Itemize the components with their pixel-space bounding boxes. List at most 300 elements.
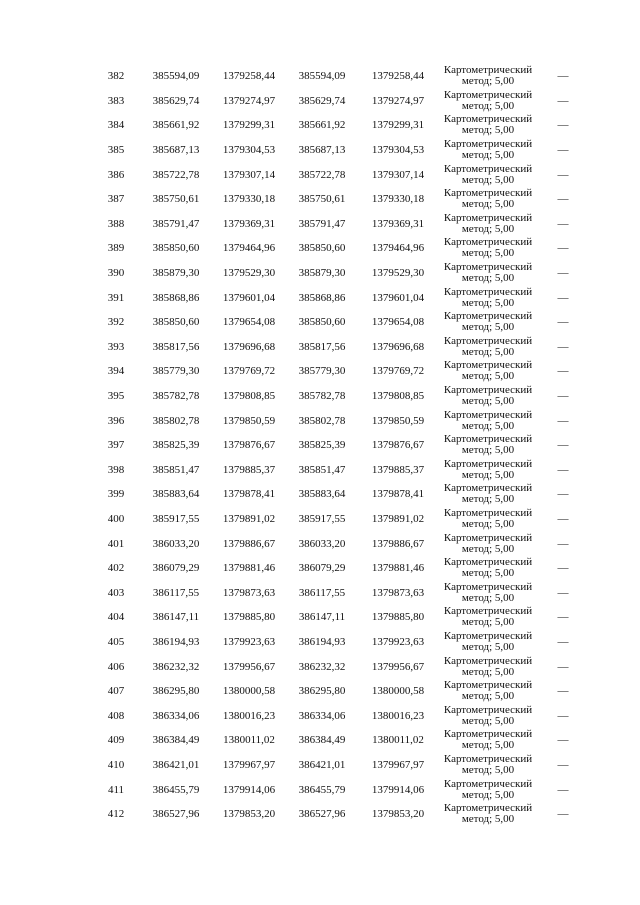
point-number: 402	[107, 562, 125, 575]
coordinates-table-body	[92, 64, 588, 826]
refined-x-coordinate: 385868,86	[298, 291, 346, 304]
refined-x-coordinate: 385825,39	[298, 439, 346, 452]
existing-x-coordinate: 385825,39	[152, 439, 200, 452]
existing-x-coordinate: 385594,09	[152, 70, 200, 83]
table-row	[92, 802, 588, 827]
point-number: 403	[107, 586, 125, 599]
method-name: Картометрический	[443, 679, 533, 692]
refined-x-coordinate: 385817,56	[298, 340, 346, 353]
refined-x-coordinate: 385750,61	[298, 193, 346, 206]
determination-method	[438, 89, 538, 114]
note-dash: —	[557, 217, 569, 230]
refined-y-coordinate: 1379886,67	[371, 537, 425, 550]
note-dash: —	[557, 734, 569, 747]
point-number: 387	[107, 193, 125, 206]
note-dash: —	[557, 439, 569, 452]
method-accuracy: метод; 5,00	[461, 714, 515, 727]
existing-x-coordinate: 386527,96	[152, 808, 200, 821]
method-accuracy: метод; 5,00	[461, 739, 515, 752]
existing-x-coordinate: 385722,78	[152, 168, 200, 181]
method-accuracy: метод; 5,00	[461, 591, 515, 604]
table-row	[92, 679, 588, 704]
determination-method	[438, 236, 538, 261]
note-dash: —	[557, 94, 569, 107]
point-number: 409	[107, 734, 125, 747]
method-accuracy: метод; 5,00	[461, 99, 515, 112]
point-number: 408	[107, 709, 125, 722]
note-dash: —	[557, 365, 569, 378]
existing-y-coordinate: 1379885,37	[222, 463, 276, 476]
refined-x-coordinate: 386295,80	[298, 685, 346, 698]
refined-x-coordinate: 385779,30	[298, 365, 346, 378]
method-accuracy: метод; 5,00	[461, 173, 515, 186]
table-row	[92, 605, 588, 630]
method-name: Картометрический	[443, 211, 533, 224]
note-dash: —	[557, 808, 569, 821]
table-row	[92, 359, 588, 384]
existing-y-coordinate: 1379876,67	[222, 439, 276, 452]
method-accuracy: метод; 5,00	[461, 493, 515, 506]
determination-method	[438, 113, 538, 138]
method-accuracy: метод; 5,00	[461, 149, 515, 162]
refined-y-coordinate: 1379258,44	[371, 70, 425, 83]
note-dash: —	[557, 168, 569, 181]
method-accuracy: метод; 5,00	[461, 124, 515, 137]
table-row	[92, 531, 588, 556]
existing-x-coordinate: 385851,47	[152, 463, 200, 476]
existing-x-coordinate: 385661,92	[152, 119, 200, 132]
table-row	[92, 113, 588, 138]
determination-method	[438, 458, 538, 483]
existing-x-coordinate: 386194,93	[152, 635, 200, 648]
note-dash: —	[557, 512, 569, 525]
existing-x-coordinate: 385850,60	[152, 316, 200, 329]
point-number: 397	[107, 439, 125, 452]
point-number: 391	[107, 291, 125, 304]
point-number: 392	[107, 316, 125, 329]
existing-y-coordinate: 1379923,63	[222, 635, 276, 648]
point-number: 388	[107, 217, 125, 230]
existing-x-coordinate: 386079,29	[152, 562, 200, 575]
note-dash: —	[557, 291, 569, 304]
table-row	[92, 630, 588, 655]
method-name: Картометрический	[443, 408, 533, 421]
existing-y-coordinate: 1379601,04	[222, 291, 276, 304]
existing-y-coordinate: 1379304,53	[222, 144, 276, 157]
existing-x-coordinate: 386334,06	[152, 709, 200, 722]
note-dash: —	[557, 562, 569, 575]
refined-y-coordinate: 1379885,80	[371, 611, 425, 624]
refined-y-coordinate: 1379330,18	[371, 193, 425, 206]
method-name: Картометрический	[443, 384, 533, 397]
method-name: Картометрический	[443, 359, 533, 372]
method-accuracy: метод; 5,00	[461, 468, 515, 481]
note-dash: —	[557, 119, 569, 132]
point-number: 382	[107, 70, 125, 83]
determination-method	[438, 138, 538, 163]
method-accuracy: метод; 5,00	[461, 75, 515, 88]
existing-x-coordinate: 385883,64	[152, 488, 200, 501]
determination-method	[438, 433, 538, 458]
method-name: Картометрический	[443, 531, 533, 544]
refined-x-coordinate: 385851,47	[298, 463, 346, 476]
refined-y-coordinate: 1379808,85	[371, 390, 425, 403]
method-accuracy: метод; 5,00	[461, 665, 515, 678]
existing-x-coordinate: 385879,30	[152, 267, 200, 280]
note-dash: —	[557, 70, 569, 83]
table-row	[92, 64, 588, 89]
table-row	[92, 458, 588, 483]
existing-y-coordinate: 1379956,67	[222, 660, 276, 673]
method-name: Картометрический	[443, 433, 533, 446]
table-row	[92, 384, 588, 409]
existing-x-coordinate: 385687,13	[152, 144, 200, 157]
method-name: Картометрический	[443, 334, 533, 347]
table-row	[92, 408, 588, 433]
existing-x-coordinate: 386421,01	[152, 758, 200, 771]
point-number: 399	[107, 488, 125, 501]
refined-x-coordinate: 386421,01	[298, 758, 346, 771]
existing-x-coordinate: 386295,80	[152, 685, 200, 698]
method-name: Картометрический	[443, 654, 533, 667]
method-name: Картометрический	[443, 285, 533, 298]
determination-method	[438, 64, 538, 89]
refined-y-coordinate: 1379529,30	[371, 267, 425, 280]
refined-x-coordinate: 386232,32	[298, 660, 346, 673]
determination-method	[438, 679, 538, 704]
point-number: 398	[107, 463, 125, 476]
method-name: Картометрический	[443, 64, 533, 77]
method-name: Картометрический	[443, 310, 533, 323]
method-accuracy: метод; 5,00	[461, 296, 515, 309]
method-accuracy: метод; 5,00	[461, 198, 515, 211]
method-name: Картометрический	[443, 752, 533, 765]
existing-x-coordinate: 385802,78	[152, 414, 200, 427]
existing-y-coordinate: 1379769,72	[222, 365, 276, 378]
method-accuracy: метод; 5,00	[461, 542, 515, 555]
determination-method	[438, 187, 538, 212]
point-number: 394	[107, 365, 125, 378]
note-dash: —	[557, 414, 569, 427]
method-name: Картометрический	[443, 506, 533, 519]
point-number: 389	[107, 242, 125, 255]
determination-method	[438, 753, 538, 778]
determination-method	[438, 556, 538, 581]
existing-x-coordinate: 385782,78	[152, 390, 200, 403]
table-row	[92, 138, 588, 163]
point-number: 405	[107, 635, 125, 648]
determination-method	[438, 531, 538, 556]
determination-method	[438, 630, 538, 655]
note-dash: —	[557, 709, 569, 722]
refined-y-coordinate: 1379696,68	[371, 340, 425, 353]
note-dash: —	[557, 390, 569, 403]
point-number: 404	[107, 611, 125, 624]
refined-y-coordinate: 1379850,59	[371, 414, 425, 427]
determination-method	[438, 703, 538, 728]
refined-x-coordinate: 385782,78	[298, 390, 346, 403]
table-row	[92, 482, 588, 507]
refined-y-coordinate: 1380000,58	[371, 685, 425, 698]
note-dash: —	[557, 758, 569, 771]
refined-y-coordinate: 1379769,72	[371, 365, 425, 378]
method-accuracy: метод; 5,00	[461, 444, 515, 457]
existing-y-coordinate: 1379914,06	[222, 783, 276, 796]
refined-x-coordinate: 386194,93	[298, 635, 346, 648]
method-accuracy: метод; 5,00	[461, 370, 515, 383]
existing-y-coordinate: 1380011,02	[223, 734, 275, 747]
existing-y-coordinate: 1379885,80	[222, 611, 276, 624]
refined-y-coordinate: 1380016,23	[371, 709, 425, 722]
method-name: Картометрический	[443, 113, 533, 126]
method-accuracy: метод; 5,00	[461, 419, 515, 432]
table-row	[92, 212, 588, 237]
refined-x-coordinate: 386147,11	[298, 611, 346, 624]
existing-x-coordinate: 386033,20	[152, 537, 200, 550]
method-name: Картометрический	[443, 187, 533, 200]
method-name: Картометрический	[443, 556, 533, 569]
table-row	[92, 728, 588, 753]
existing-y-coordinate: 1379850,59	[222, 414, 276, 427]
refined-x-coordinate: 385594,09	[298, 70, 346, 83]
refined-x-coordinate: 386455,79	[298, 783, 346, 796]
determination-method	[438, 162, 538, 187]
existing-x-coordinate: 386232,32	[152, 660, 200, 673]
existing-y-coordinate: 1379654,08	[222, 316, 276, 329]
determination-method	[438, 359, 538, 384]
refined-x-coordinate: 385722,78	[298, 168, 346, 181]
existing-y-coordinate: 1379808,85	[222, 390, 276, 403]
existing-y-coordinate: 1379369,31	[222, 217, 276, 230]
point-number: 411	[107, 783, 125, 796]
table-row	[92, 162, 588, 187]
table-row	[92, 507, 588, 532]
method-name: Картометрический	[443, 703, 533, 716]
refined-y-coordinate: 1379274,97	[371, 94, 425, 107]
table-row	[92, 187, 588, 212]
determination-method	[438, 802, 538, 827]
table-row	[92, 261, 588, 286]
determination-method	[438, 654, 538, 679]
refined-x-coordinate: 385879,30	[298, 267, 346, 280]
refined-x-coordinate: 386527,96	[298, 808, 346, 821]
determination-method	[438, 507, 538, 532]
method-name: Картометрический	[443, 629, 533, 642]
existing-y-coordinate: 1379853,20	[222, 808, 276, 821]
determination-method	[438, 777, 538, 802]
existing-y-coordinate: 1379967,97	[222, 758, 276, 771]
determination-method	[438, 310, 538, 335]
existing-y-coordinate: 1379881,46	[222, 562, 276, 575]
method-accuracy: метод; 5,00	[461, 690, 515, 703]
refined-y-coordinate: 1379956,67	[371, 660, 425, 673]
point-number: 386	[107, 168, 125, 181]
point-number: 412	[107, 808, 125, 821]
existing-x-coordinate: 386117,55	[152, 586, 200, 599]
method-accuracy: метод; 5,00	[461, 763, 515, 776]
point-number: 393	[107, 340, 125, 353]
refined-x-coordinate: 385629,74	[298, 94, 346, 107]
method-accuracy: метод; 5,00	[461, 616, 515, 629]
note-dash: —	[557, 635, 569, 648]
existing-x-coordinate: 386384,49	[152, 734, 200, 747]
existing-y-coordinate: 1379886,67	[222, 537, 276, 550]
existing-x-coordinate: 385850,60	[152, 242, 200, 255]
note-dash: —	[557, 488, 569, 501]
refined-y-coordinate: 1379654,08	[371, 316, 425, 329]
point-number: 390	[107, 267, 125, 280]
note-dash: —	[557, 340, 569, 353]
method-name: Картометрический	[443, 580, 533, 593]
method-accuracy: метод; 5,00	[461, 272, 515, 285]
existing-x-coordinate: 385779,30	[152, 365, 200, 378]
note-dash: —	[557, 783, 569, 796]
point-number: 383	[107, 94, 125, 107]
determination-method	[438, 728, 538, 753]
existing-y-coordinate: 1379307,14	[222, 168, 276, 181]
existing-x-coordinate: 386147,11	[152, 611, 200, 624]
refined-y-coordinate: 1379923,63	[371, 635, 425, 648]
determination-method	[438, 285, 538, 310]
determination-method	[438, 605, 538, 630]
existing-x-coordinate: 385791,47	[152, 217, 200, 230]
refined-y-coordinate: 1379873,63	[371, 586, 425, 599]
table-row	[92, 89, 588, 114]
table-row	[92, 703, 588, 728]
table-row	[92, 236, 588, 261]
table-row	[92, 777, 588, 802]
table-row	[92, 654, 588, 679]
note-dash: —	[557, 685, 569, 698]
refined-x-coordinate: 385802,78	[298, 414, 346, 427]
table-row	[92, 335, 588, 360]
note-dash: —	[557, 463, 569, 476]
point-number: 406	[107, 660, 125, 673]
table-row	[92, 310, 588, 335]
coordinates-table	[92, 64, 588, 826]
table-row	[92, 433, 588, 458]
point-number: 400	[107, 512, 125, 525]
determination-method	[438, 384, 538, 409]
method-accuracy: метод; 5,00	[461, 640, 515, 653]
method-name: Картометрический	[443, 162, 533, 175]
refined-y-coordinate: 1379885,37	[371, 463, 425, 476]
method-name: Картометрический	[443, 728, 533, 741]
refined-y-coordinate: 1379891,02	[371, 512, 425, 525]
method-name: Картометрический	[443, 482, 533, 495]
note-dash: —	[557, 660, 569, 673]
method-name: Картометрический	[443, 236, 533, 249]
method-accuracy: метод; 5,00	[461, 345, 515, 358]
existing-y-coordinate: 1379274,97	[222, 94, 276, 107]
table-row	[92, 285, 588, 310]
refined-x-coordinate: 386079,29	[298, 562, 346, 575]
refined-x-coordinate: 386117,55	[298, 586, 346, 599]
refined-y-coordinate: 1380011,02	[372, 734, 424, 747]
existing-y-coordinate: 1380000,58	[222, 685, 276, 698]
note-dash: —	[557, 267, 569, 280]
existing-y-coordinate: 1379258,44	[222, 70, 276, 83]
existing-y-coordinate: 1380016,23	[222, 709, 276, 722]
point-number: 396	[107, 414, 125, 427]
refined-x-coordinate: 385687,13	[298, 144, 346, 157]
refined-x-coordinate: 385917,55	[298, 512, 346, 525]
existing-y-coordinate: 1379873,63	[222, 586, 276, 599]
existing-x-coordinate: 385917,55	[152, 512, 200, 525]
existing-y-coordinate: 1379878,41	[222, 488, 276, 501]
table-row	[92, 753, 588, 778]
method-name: Картометрический	[443, 777, 533, 790]
existing-x-coordinate: 385868,86	[152, 291, 200, 304]
note-dash: —	[557, 144, 569, 157]
refined-y-coordinate: 1379878,41	[371, 488, 425, 501]
method-name: Картометрический	[443, 802, 533, 815]
method-accuracy: метод; 5,00	[461, 788, 515, 801]
point-number: 401	[107, 537, 125, 550]
method-accuracy: метод; 5,00	[461, 567, 515, 580]
determination-method	[438, 212, 538, 237]
method-accuracy: метод; 5,00	[461, 517, 515, 530]
note-dash: —	[557, 537, 569, 550]
point-number: 385	[107, 144, 125, 157]
method-name: Картометрический	[443, 88, 533, 101]
existing-y-coordinate: 1379299,31	[222, 119, 276, 132]
existing-y-coordinate: 1379696,68	[222, 340, 276, 353]
existing-x-coordinate: 386455,79	[152, 783, 200, 796]
method-accuracy: метод; 5,00	[461, 321, 515, 334]
refined-y-coordinate: 1379876,67	[371, 439, 425, 452]
method-name: Картометрический	[443, 605, 533, 618]
method-accuracy: метод; 5,00	[461, 222, 515, 235]
table-row	[92, 556, 588, 581]
determination-method	[438, 580, 538, 605]
existing-y-coordinate: 1379891,02	[222, 512, 276, 525]
table-row	[92, 580, 588, 605]
existing-y-coordinate: 1379529,30	[222, 267, 276, 280]
refined-x-coordinate: 385850,60	[298, 316, 346, 329]
note-dash: —	[557, 611, 569, 624]
method-accuracy: метод; 5,00	[461, 395, 515, 408]
refined-x-coordinate: 386384,49	[298, 734, 346, 747]
determination-method	[438, 482, 538, 507]
note-dash: —	[557, 242, 569, 255]
determination-method	[438, 408, 538, 433]
existing-x-coordinate: 385629,74	[152, 94, 200, 107]
existing-x-coordinate: 385750,61	[152, 193, 200, 206]
existing-y-coordinate: 1379464,96	[222, 242, 276, 255]
refined-y-coordinate: 1379853,20	[371, 808, 425, 821]
point-number: 407	[107, 685, 125, 698]
note-dash: —	[557, 586, 569, 599]
refined-x-coordinate: 385791,47	[298, 217, 346, 230]
point-number: 395	[107, 390, 125, 403]
refined-x-coordinate: 385661,92	[298, 119, 346, 132]
note-dash: —	[557, 193, 569, 206]
refined-y-coordinate: 1379601,04	[371, 291, 425, 304]
refined-y-coordinate: 1379307,14	[371, 168, 425, 181]
refined-y-coordinate: 1379967,97	[371, 758, 425, 771]
method-name: Картометрический	[443, 261, 533, 274]
determination-method	[438, 335, 538, 360]
method-accuracy: метод; 5,00	[461, 247, 515, 260]
refined-y-coordinate: 1379914,06	[371, 783, 425, 796]
refined-y-coordinate: 1379369,31	[371, 217, 425, 230]
refined-x-coordinate: 386334,06	[298, 709, 346, 722]
refined-x-coordinate: 386033,20	[298, 537, 346, 550]
refined-x-coordinate: 385883,64	[298, 488, 346, 501]
note-dash: —	[557, 316, 569, 329]
refined-y-coordinate: 1379881,46	[371, 562, 425, 575]
